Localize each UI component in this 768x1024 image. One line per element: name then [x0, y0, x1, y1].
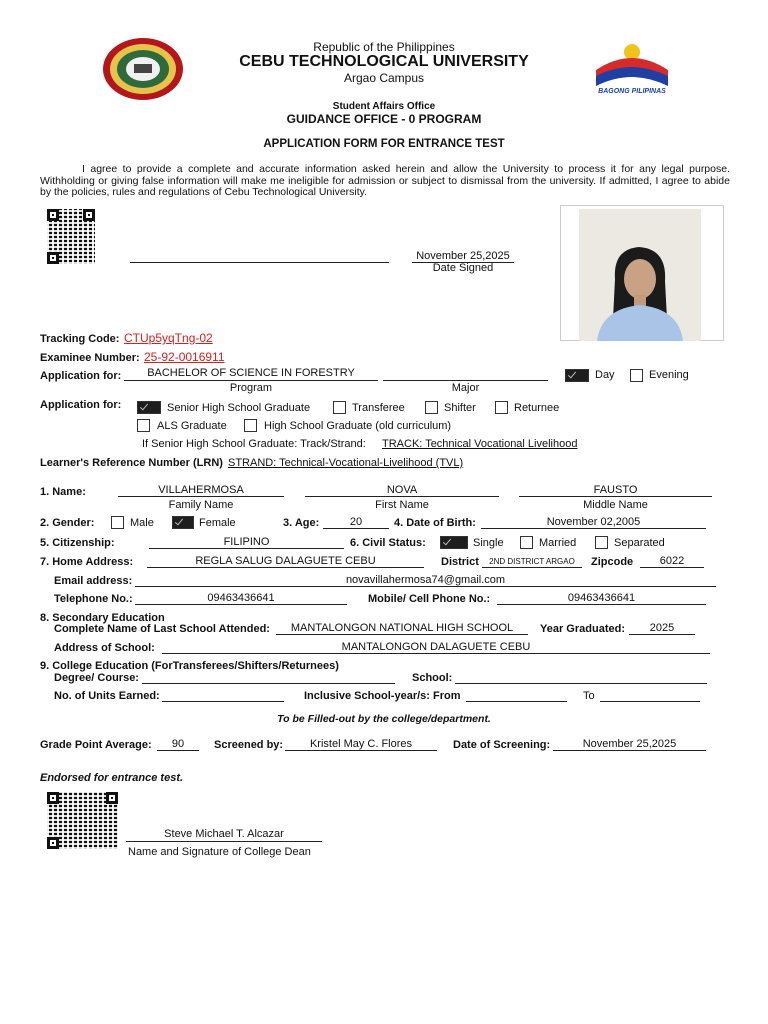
- dean-caption: Name and Signature of College Dean: [128, 846, 311, 858]
- middle-name-caption: Middle Name: [583, 499, 648, 511]
- application-label: Application for:: [40, 370, 122, 382]
- female-checkbox[interactable]: [172, 516, 194, 529]
- mobile-value: 09463436641: [567, 592, 636, 604]
- citizenship-label: 5. Citizenship:: [40, 537, 115, 549]
- major-caption: Major: [451, 382, 480, 394]
- tracking-label: Tracking Code:: [40, 333, 120, 345]
- single-label: Single: [473, 537, 504, 549]
- secondary-label: 8. Secondary Education: [40, 612, 165, 624]
- degree-label: Degree/ Course:: [54, 672, 139, 684]
- dob-value: November 02,2005: [546, 516, 641, 528]
- shifter-checkbox[interactable]: [425, 401, 438, 414]
- email-label: Email address:: [54, 575, 133, 587]
- degree-field[interactable]: [142, 683, 395, 684]
- transferee-checkbox[interactable]: [333, 401, 346, 414]
- screened-by-value: Kristel May C. Flores: [309, 738, 413, 750]
- family-name-value: VILLAHERMOSA: [158, 484, 244, 496]
- hsold-checkbox[interactable]: [244, 419, 257, 432]
- returnee-label: Returnee: [514, 402, 560, 414]
- screening-date-value: November 25,2025: [582, 738, 677, 750]
- republic-text: Republic of the Philippines: [313, 40, 455, 54]
- tracking-code: CTUp5yqTng-02: [124, 331, 213, 345]
- college-dept-note: To be Filled-out by the college/department.: [277, 713, 491, 725]
- evening-checkbox[interactable]: [630, 369, 643, 382]
- returnee-checkbox[interactable]: [495, 401, 508, 414]
- application-type-label: Application for:: [40, 399, 122, 411]
- civil-status-label: 6. Civil Status:: [350, 537, 426, 549]
- form-title: APPLICATION FORM FOR ENTRANCE TEST: [263, 138, 505, 150]
- als-label: ALS Graduate: [157, 420, 227, 432]
- name-label: 1. Name:: [40, 486, 86, 498]
- first-name-value: NOVA: [386, 484, 418, 496]
- single-checkbox[interactable]: [440, 536, 468, 549]
- shs-checkbox[interactable]: [137, 401, 161, 414]
- married-checkbox[interactable]: [520, 536, 533, 549]
- telephone-value: 09463436641: [207, 592, 275, 604]
- married-label: Married: [539, 537, 577, 549]
- dean-name: Steve Michael T. Alcazar: [164, 828, 284, 840]
- year-graduated-value: 2025: [649, 622, 675, 634]
- screened-by-label: Screened by:: [214, 739, 284, 751]
- signature-line: [130, 262, 389, 263]
- agreement-paragraph: I agree to provide a complete and accurate information asked herein and allow the University to process it for any legal purpose. Withholding or giving false information will make me ineligible for admission or subject to dismissal from the university. If admitted, I agree to abide by the policies, rules and regulations of Cebu Technological University.: [40, 163, 730, 198]
- family-name-caption: Family Name: [168, 499, 234, 511]
- college-school-field[interactable]: [455, 683, 707, 684]
- citizenship-value: FILIPINO: [223, 536, 270, 548]
- district-value: 2ND DISTRICT ARGAO: [489, 557, 575, 566]
- male-checkbox[interactable]: [111, 516, 124, 529]
- examinee-label: Examinee Number:: [40, 352, 140, 364]
- program-name: GUIDANCE OFFICE - 0 PROGRAM: [286, 112, 482, 126]
- shs-label: Senior High School Graduate: [167, 402, 311, 414]
- to-field[interactable]: [600, 701, 700, 702]
- gpa-value: 90: [171, 738, 185, 750]
- evening-label: Evening: [649, 369, 689, 381]
- program-caption: Program: [229, 382, 273, 394]
- email-value: novavillahermosa74@gmail.com: [345, 574, 506, 586]
- zipcode-label: Zipcode: [591, 556, 634, 568]
- lrn-label: Learner's Reference Number (LRN): [40, 457, 223, 469]
- zipcode-value: 6022: [659, 555, 685, 567]
- to-label: To: [583, 690, 595, 702]
- office-name: Student Affairs Office: [332, 101, 436, 112]
- male-label: Male: [130, 517, 154, 529]
- district-label: District: [441, 556, 479, 568]
- campus-name: Argao Campus: [343, 71, 425, 85]
- lrn-value: STRAND: Technical-Vocational-Livelihood (TVL): [228, 457, 464, 469]
- age-value: 20: [349, 516, 363, 528]
- age-label: 3. Age:: [283, 517, 320, 529]
- screening-date-label: Date of Screening:: [453, 739, 551, 751]
- date-signed-label: Date Signed: [432, 262, 494, 274]
- als-checkbox[interactable]: [137, 419, 150, 432]
- mobile-label: Mobile/ Cell Phone No.:: [368, 593, 491, 605]
- home-address-value: REGLA SALUG DALAGUETE CEBU: [195, 555, 376, 567]
- dob-label: 4. Date of Birth:: [394, 517, 476, 529]
- transferee-label: Transferee: [352, 402, 405, 414]
- qr-code-icon: [47, 209, 95, 264]
- separated-checkbox[interactable]: [595, 536, 608, 549]
- bagong-pilipinas-text: BAGONG PILIPINAS: [598, 88, 666, 95]
- program-value: BACHELOR OF SCIENCE IN FORESTRY: [147, 367, 355, 379]
- track-value: TRACK: Technical Vocational Livelihood: [382, 438, 578, 450]
- last-school-value: MANTALONGON NATIONAL HIGH SCHOOL: [290, 622, 514, 634]
- endorsed-text: Endorsed for entrance test.: [40, 772, 184, 784]
- middle-name-value: FAUSTO: [593, 484, 638, 496]
- hsold-label: High School Graduate (old curriculum): [264, 420, 452, 432]
- date-signed-value: November 25,2025: [416, 250, 510, 262]
- inclusive-label: Inclusive School-year/s: From: [304, 690, 461, 702]
- day-checkbox[interactable]: [565, 369, 589, 382]
- school-address-value: MANTALONGON DALAGUETE CEBU: [341, 641, 531, 653]
- school-address-label: Address of School:: [54, 642, 155, 654]
- track-label: If Senior High School Graduate: Track/Strand:: [142, 438, 366, 450]
- telephone-label: Telephone No.:: [54, 593, 133, 605]
- examinee-number: 25-92-0016911: [144, 350, 225, 364]
- shifter-label: Shifter: [444, 402, 476, 414]
- applicant-photo: [560, 205, 724, 341]
- gpa-label: Grade Point Average:: [40, 739, 152, 751]
- units-field[interactable]: [162, 701, 284, 702]
- last-school-label: Complete Name of Last School Attended:: [54, 623, 270, 635]
- college-label: 9. College Education (ForTransferees/Shifters/Returnees): [40, 660, 339, 672]
- university-name: CEBU TECHNOLOGICAL UNIVERSITY: [239, 53, 529, 70]
- school-label: School:: [412, 672, 453, 684]
- year-graduated-label: Year Graduated:: [540, 623, 625, 635]
- first-name-caption: First Name: [375, 499, 429, 511]
- from-field[interactable]: [466, 701, 567, 702]
- separated-label: Separated: [614, 537, 665, 549]
- female-label: Female: [199, 517, 236, 529]
- units-label: No. of Units Earned:: [54, 690, 160, 702]
- qr-code-icon: [47, 792, 118, 849]
- gender-label: 2. Gender:: [40, 517, 95, 529]
- day-label: Day: [595, 369, 615, 381]
- home-address-label: 7. Home Address:: [40, 556, 134, 568]
